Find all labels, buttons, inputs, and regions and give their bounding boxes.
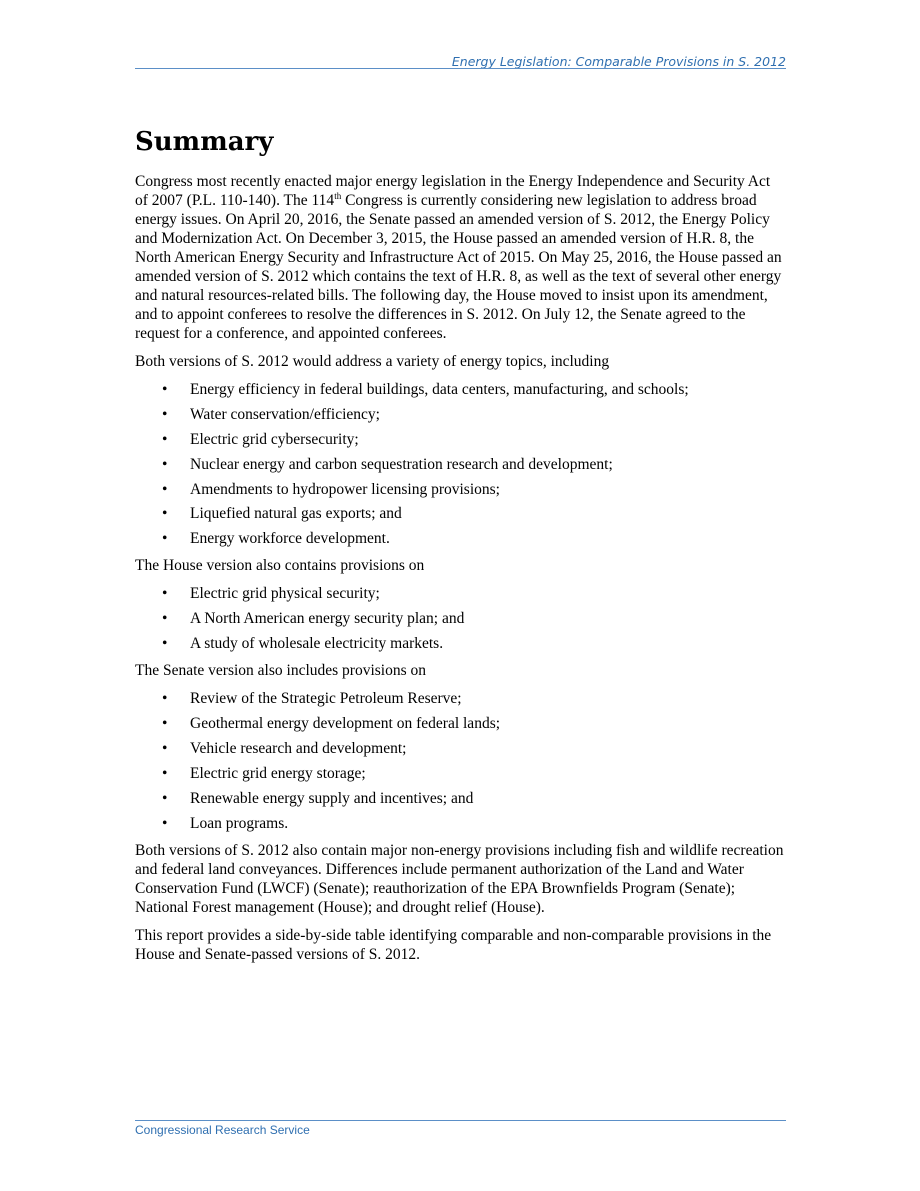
bullet-icon: •	[162, 635, 168, 653]
bullet-icon: •	[162, 610, 168, 628]
bullet-icon: •	[162, 480, 168, 498]
list-item	[135, 380, 786, 399]
bullet-icon: •	[162, 381, 168, 398]
intro-text-end: Congress is currently considering new legislation to address broad energy issues. On April 20, 2016, the Senate passed an amended version of S. 2012, the Energy Policy and Modernization Act. On December 3, 2015, the House passed an amended version of H.R. 8, the North American Energy Security and Infrastructure Act of 2015. On May 25, 2016, the House passed an amended version of S. 2012 which contains the text of H.R. 8, as well as the text of several other energy and natural resources-related bills. The following day, the House moved to insist upon its amendment, and to appoint conferees to resolve the differences in S. 2012. On July 12, the Senate agreed to the request for a conference, and appointed conferees.	[135, 192, 782, 342]
list-item	[135, 584, 786, 603]
list-item-text: Electric grid physical security;	[190, 585, 380, 603]
list-item	[135, 814, 786, 833]
list-item	[135, 714, 786, 733]
list-item-text: Liquefied natural gas exports; and	[190, 505, 402, 523]
list-item	[135, 455, 786, 474]
bullet-icon: •	[162, 764, 168, 782]
list-item-text: A study of wholesale electricity markets.	[190, 635, 444, 653]
bullet-icon: •	[162, 455, 168, 473]
bullet-icon: •	[162, 739, 168, 757]
bullet-icon: •	[162, 505, 168, 523]
list-item-text: Water conservation/efficiency;	[190, 405, 380, 423]
footer-label: Congressional Research Service	[135, 1123, 310, 1137]
list-item	[135, 529, 786, 548]
list-item-text: Nuclear energy and carbon sequestration research and development;	[190, 455, 613, 473]
list-item-text: Energy efficiency in federal buildings, data centers, manufacturing, and schools;	[190, 381, 689, 398]
list-item-text: Renewable energy supply and incentives; and	[190, 789, 474, 807]
list-item-text: Amendments to hydropower licensing provisions;	[190, 480, 500, 498]
list-item	[135, 504, 786, 523]
list-item	[135, 689, 786, 708]
house-version-list	[135, 584, 786, 653]
list-item-text: Energy workforce development.	[190, 530, 390, 548]
bullet-icon: •	[162, 430, 168, 448]
list-item-text: Vehicle research and development;	[190, 739, 407, 757]
senate-version-list	[135, 689, 786, 832]
bullet-icon: •	[162, 405, 168, 423]
ordinal-superscript: th	[334, 191, 342, 201]
section-heading: Summary	[135, 127, 274, 157]
intro-text-start: Congress most recently enacted major energy legislation in the Energy Independence and Security Act of 2007 (P.L. 110-140). The 114	[135, 173, 771, 209]
bullet-icon: •	[162, 715, 168, 733]
bullet-icon: •	[162, 789, 168, 807]
list-item-text: Electric grid energy storage;	[190, 764, 366, 782]
both-versions-list	[135, 380, 786, 548]
non-energy-paragraph: Both versions of S. 2012 also contain major non-energy provisions including fish and wildlife recreation and federal land conveyances. Differences include permanent authorization of the Land and Water Conservation Fund (LWCF) (Senate); reauthorization of the EPA Brownfields Program (Senate); National Forest management (House); and drought relief (House).	[135, 841, 784, 916]
summary-section	[135, 120, 786, 973]
intro-paragraph	[135, 172, 786, 343]
list-item	[135, 405, 786, 424]
footer-divider	[135, 1120, 786, 1121]
list-item	[135, 480, 786, 499]
bullet-icon: •	[162, 690, 168, 708]
list-item-text: Review of the Strategic Petroleum Reserve;	[190, 690, 462, 708]
house-version-lead: The House version also contains provisions on	[135, 557, 425, 575]
list-item	[135, 634, 786, 653]
bullet-icon: •	[162, 814, 168, 832]
list-item	[135, 789, 786, 808]
list-item	[135, 764, 786, 783]
list-item	[135, 739, 786, 758]
closing-paragraph: This report provides a side-by-side table identifying comparable and non-comparable provisions in the House and Senate-passed versions of S. 2012.	[135, 926, 772, 963]
list-item-text: A North American energy security plan; and	[190, 610, 465, 628]
header-divider	[135, 68, 786, 69]
list-item-text: Electric grid cybersecurity;	[190, 430, 359, 448]
list-item	[135, 430, 786, 449]
bullet-icon: •	[162, 530, 168, 548]
list-item-text: Loan programs.	[190, 814, 289, 832]
list-item-text: Geothermal energy development on federal lands;	[190, 715, 501, 733]
list-item	[135, 609, 786, 628]
both-versions-lead: Both versions of S. 2012 would address a variety of energy topics, including	[135, 353, 610, 370]
bullet-icon: •	[162, 585, 168, 603]
senate-version-lead: The Senate version also includes provisions on	[135, 662, 427, 680]
running-header-title: Energy Legislation: Comparable Provisions in S. 2012	[451, 54, 786, 69]
